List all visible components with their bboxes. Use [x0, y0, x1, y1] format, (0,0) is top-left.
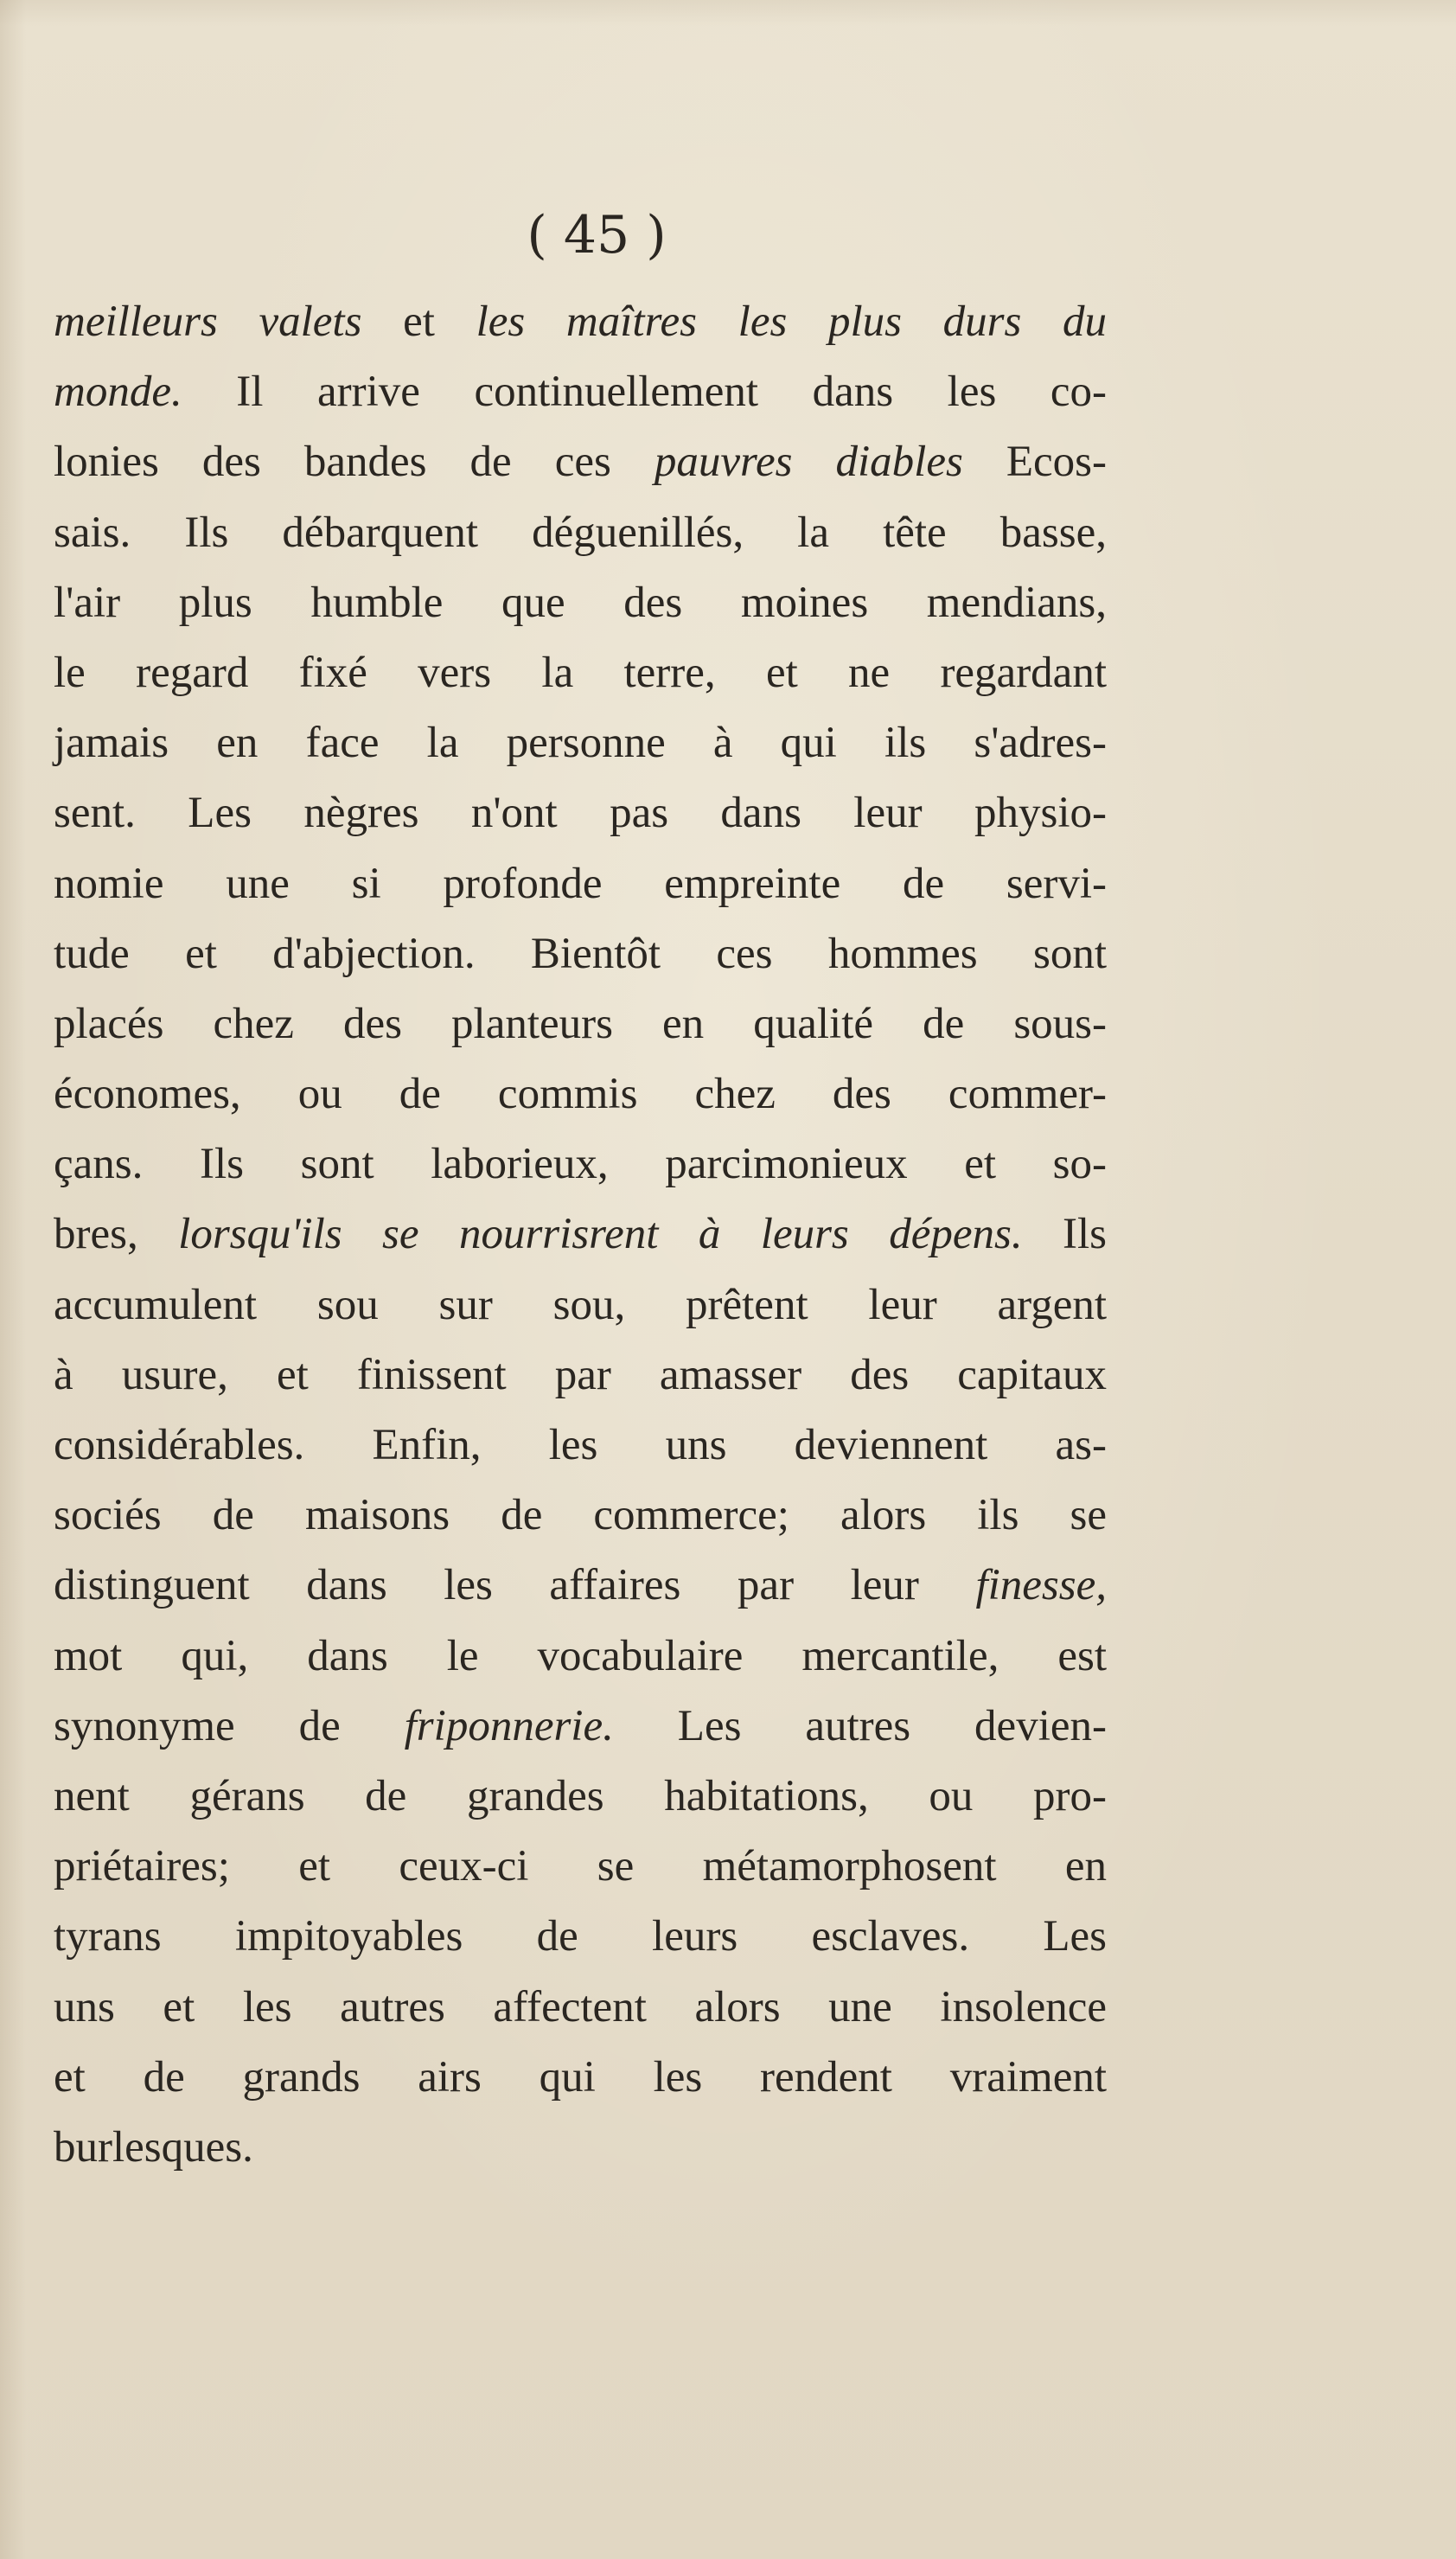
text-run: à usure, et finissent par amasser des capitaux	[54, 1350, 1107, 1399]
text-line	[54, 1270, 1107, 1340]
text-run: l'air plus humble que des moines mendians,	[54, 578, 1107, 627]
text-run: sociés de maisons de commerce; alors ils se	[54, 1491, 1107, 1540]
text-line	[54, 1059, 1107, 1129]
text-line	[54, 2043, 1107, 2113]
italic-text: meilleurs valets	[54, 297, 362, 346]
italic-text: les maîtres les plus durs du	[476, 297, 1108, 346]
text-run: et de grands airs qui les rendent vraiment	[54, 2052, 1107, 2102]
text-line	[54, 1340, 1107, 1411]
text-run: tyrans impitoyables de leurs esclaves. Les	[54, 1912, 1107, 1961]
text-run: Les autres devien-	[613, 1701, 1107, 1750]
text-line	[54, 1551, 1107, 1621]
text-run: le regard fixé vers la terre, et ne regardant	[54, 648, 1107, 697]
text-line	[54, 2113, 1107, 2183]
text-line	[54, 1692, 1107, 1762]
text-line	[54, 568, 1107, 638]
text-run: Ecos-	[962, 438, 1107, 487]
text-line	[54, 778, 1107, 848]
italic-text: friponnerie.	[404, 1701, 614, 1750]
text-run: uns et les autres affectent alors une insolence	[54, 1982, 1107, 2031]
text-line	[54, 287, 1107, 357]
text-run: mot qui, dans le vocabulaire mercantile, est	[54, 1631, 1107, 1680]
text-line	[54, 638, 1107, 708]
text-run: priétaires; et ceux-ci se métamorphosent en	[54, 1842, 1107, 1891]
text-run: çans. Ils sont laborieux, parcimonieux et so-	[54, 1140, 1107, 1189]
italic-text: monde.	[54, 368, 182, 417]
italic-text: pauvres diables	[654, 438, 963, 487]
text-run: Il arrive continuellement dans les co-	[182, 368, 1107, 417]
text-line	[54, 498, 1107, 568]
italic-text: lorsqu'ils se nourrisrent à leurs dépens.	[178, 1210, 1023, 1259]
text-run: accumulent sou sur sou, prêtent leur argent	[54, 1280, 1107, 1329]
body-text	[54, 287, 1107, 2183]
italic-text: finesse,	[975, 1561, 1107, 1610]
text-line	[54, 1832, 1107, 1902]
text-run: économes, ou de commis chez des commer-	[54, 1070, 1107, 1119]
text-line	[54, 1129, 1107, 1200]
text-run: considérables. Enfin, les uns deviennent as-	[54, 1421, 1107, 1469]
text-run: bres,	[54, 1210, 179, 1259]
page-number: ( 45 )	[527, 205, 667, 265]
text-line	[54, 1481, 1107, 1551]
text-run: Ils	[1022, 1210, 1108, 1259]
text-run: nomie une si profonde empreinte de servi-	[54, 859, 1107, 908]
text-line	[54, 849, 1107, 919]
text-run: synonyme de	[54, 1701, 405, 1750]
text-run: sent. Les nègres n'ont pas dans leur physio-	[54, 789, 1107, 838]
text-run: burlesques.	[54, 2122, 253, 2172]
text-run: placés chez des planteurs en qualité de sous-	[54, 999, 1107, 1048]
text-line	[54, 1622, 1107, 1692]
text-run: lonies des bandes de ces	[54, 438, 655, 487]
text-run: jamais en face la personne à qui ils s'adres-	[54, 719, 1107, 768]
text-run: nent gérans de grandes habitations, ou pro-	[54, 1771, 1107, 1820]
text-line	[54, 919, 1107, 989]
text-line	[54, 1200, 1107, 1270]
text-run: sais. Ils débarquent déguenillés, la tête basse,	[54, 508, 1107, 557]
text-line	[54, 1762, 1107, 1832]
text-line	[54, 427, 1107, 497]
text-line	[54, 357, 1107, 427]
text-line	[54, 1411, 1107, 1481]
text-run: tude et d'abjection. Bientôt ces hommes sont	[54, 929, 1107, 978]
text-line	[54, 1902, 1107, 1972]
text-run: distinguent dans les affaires par leur	[54, 1561, 976, 1610]
text-run: et	[361, 297, 476, 346]
text-line	[54, 989, 1107, 1059]
text-line	[54, 708, 1107, 778]
text-line	[54, 1973, 1107, 2043]
